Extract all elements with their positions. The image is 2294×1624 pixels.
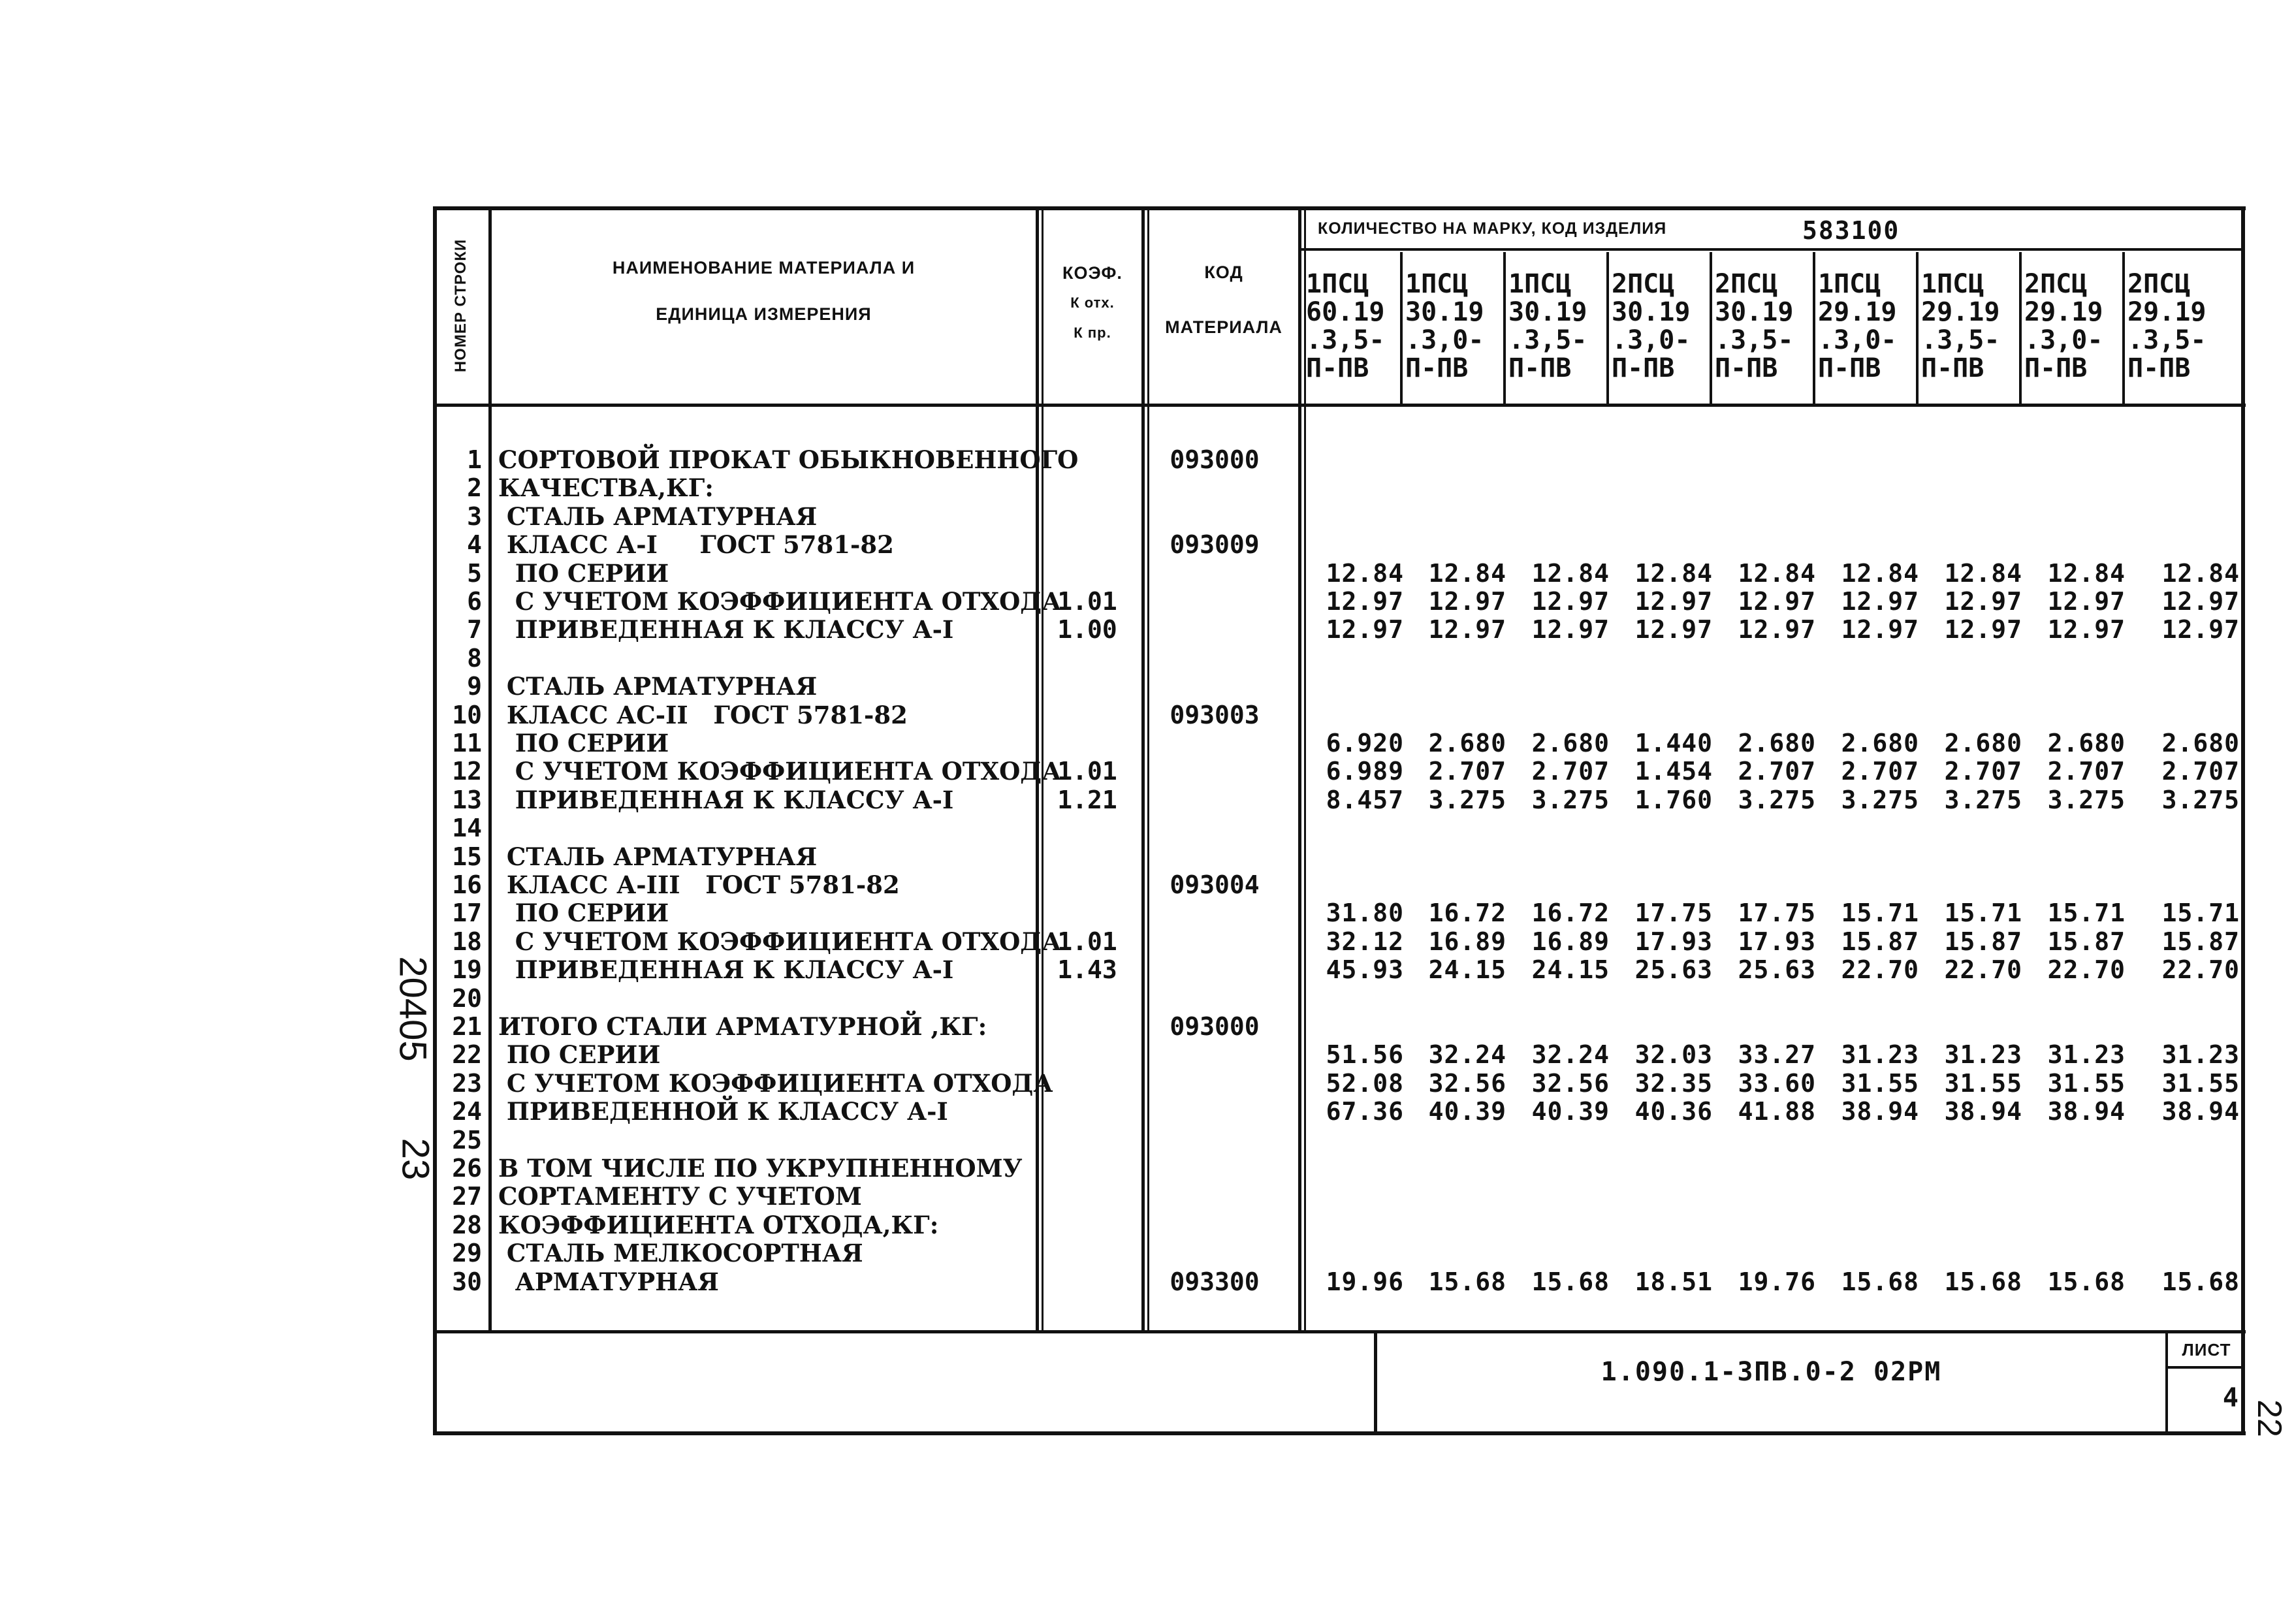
quantity-cell: 12.97	[1634, 587, 1713, 616]
row-number: 8	[467, 644, 482, 673]
quantity-cell: 2.707	[1841, 757, 1919, 786]
quantity-cell: 2.680	[2161, 729, 2240, 757]
quantity-cell: 17.75	[1738, 899, 1816, 927]
quantity-cell: 12.84	[1326, 559, 1404, 588]
material-name: ПО СЕРИИ	[498, 559, 669, 588]
quantity-cell: 17.93	[1738, 927, 1816, 956]
quantity-cell: 40.39	[1428, 1097, 1506, 1126]
row-number: 28	[452, 1211, 482, 1239]
quantity-cell: 15.68	[1944, 1267, 2022, 1296]
quantity-cell: 15.68	[1841, 1267, 1919, 1296]
mark-header-line: 60.19	[1306, 297, 1385, 327]
coefficient: 1.01	[1057, 927, 1117, 956]
mark-header-line: .3,5-	[1508, 325, 1587, 355]
mark-header-line: .3,0-	[2024, 325, 2103, 355]
material-name: СОРТАМЕНТУ С УЧЕТОМ	[498, 1182, 862, 1211]
material-name: ПРИВЕДЕННАЯ К КЛАССУ А-I	[498, 615, 954, 644]
quantity-cell: 3.275	[1738, 786, 1816, 814]
quantity-cell: 12.97	[1326, 587, 1404, 616]
material-name: СТАЛЬ МЕЛКОСОРТНАЯ	[498, 1239, 863, 1267]
quantity-cell: 41.88	[1738, 1097, 1816, 1126]
material-code-header	[1149, 258, 1298, 342]
quantity-cell: 12.97	[1841, 615, 1919, 644]
quantity-cell: 1.440	[1634, 729, 1713, 757]
material-name: С УЧЕТОМ КОЭФФИЦИЕНТА ОТХОДА	[498, 927, 1062, 956]
material-name: КЛАСС А-III ГОСТ 5781-82	[498, 870, 900, 899]
row-number: 9	[467, 672, 482, 701]
mark-header-line: 1ПСЦ	[1818, 270, 1881, 299]
mark-header-7	[1921, 270, 2019, 383]
quantity-cell: 32.56	[1531, 1069, 1610, 1098]
quantity-cell: 33.27	[1738, 1040, 1816, 1069]
quantity-cell: 32.24	[1531, 1040, 1610, 1069]
quantity-cell: 17.75	[1634, 899, 1713, 927]
material-name: В ТОМ ЧИСЛЕ ПО УКРУПНЕННОМУ	[498, 1154, 1023, 1183]
material-name-header	[492, 258, 1036, 325]
quantity-cell: 31.55	[1944, 1069, 2022, 1098]
quantity-cell: 15.87	[1944, 927, 2022, 956]
quantity-cell: 12.97	[1738, 587, 1816, 616]
quantity-cell: 18.51	[1634, 1267, 1713, 1296]
material-name-header-line1: НАИМЕНОВАНИЕ МАТЕРИАЛА И	[612, 258, 916, 278]
mark-header-line: .3,0-	[1405, 325, 1484, 355]
quantity-cell: 24.15	[1531, 955, 1610, 984]
mark-header-line: 30.19	[1612, 297, 1691, 327]
quantity-cell: 2.680	[2047, 729, 2126, 757]
mark-header-2	[1405, 270, 1503, 383]
mark-header-line: 2ПСЦ	[2024, 270, 2088, 299]
row-number: 24	[452, 1097, 482, 1126]
quantity-cell: 2.707	[2047, 757, 2126, 786]
mark-header-line: П-ПВ	[2127, 353, 2191, 383]
material-code-header-line1: КОД	[1204, 263, 1243, 282]
quantity-cell: 12.84	[2161, 559, 2240, 588]
quantity-cell: 2.680	[1841, 729, 1919, 757]
quantity-cell: 19.76	[1738, 1267, 1816, 1296]
quantity-cell: 31.55	[2161, 1069, 2240, 1098]
quantity-cell: 12.84	[1531, 559, 1610, 588]
quantity-cell: 12.97	[2047, 587, 2126, 616]
mark-header-line: П-ПВ	[1405, 353, 1469, 383]
quantity-cell: 12.97	[1738, 615, 1816, 644]
quantity-cell: 24.15	[1428, 955, 1506, 984]
quantity-cell: 31.23	[2047, 1040, 2126, 1069]
quantity-cell: 2.707	[1531, 757, 1610, 786]
row-number: 14	[452, 814, 482, 842]
row-number: 17	[452, 899, 482, 927]
row-number: 13	[452, 786, 482, 814]
quantity-cell: 12.97	[1531, 587, 1610, 616]
quantity-cell: 12.97	[1531, 615, 1610, 644]
quantity-cell: 32.12	[1326, 927, 1404, 956]
quantity-cell: 15.68	[2047, 1267, 2126, 1296]
quantity-cell: 15.68	[1428, 1267, 1506, 1296]
quantity-cell: 16.89	[1531, 927, 1610, 956]
quantity-cell: 15.71	[1944, 899, 2022, 927]
mark-header-line: П-ПВ	[1818, 353, 1881, 383]
mark-header-line: 30.19	[1715, 297, 1794, 327]
mark-header-line: 1ПСЦ	[1508, 270, 1572, 299]
material-name: ИТОГО СТАЛИ АРМАТУРНОЙ ,КГ:	[498, 1012, 987, 1041]
row-number: 26	[452, 1154, 482, 1183]
row-number: 16	[452, 870, 482, 899]
quantity-cell: 15.71	[2047, 899, 2126, 927]
product-code: 583100	[1802, 216, 1900, 245]
mark-header-line: .3,5-	[1306, 325, 1385, 355]
quantity-cell: 15.68	[1531, 1267, 1610, 1296]
left-page-number: 23	[394, 1138, 437, 1181]
quantity-cell: 15.68	[2161, 1267, 2240, 1296]
row-number-header: НОМЕР СТРОКИ	[452, 238, 470, 373]
material-name: КЛАСС АС-II ГОСТ 5781-82	[498, 701, 908, 729]
quantity-cell: 15.87	[2161, 927, 2240, 956]
mark-header-line: П-ПВ	[1508, 353, 1572, 383]
mark-header-line: .3,5-	[1921, 325, 2000, 355]
mark-header-line: .3,5-	[1715, 325, 1794, 355]
quantity-cell: 12.84	[1841, 559, 1919, 588]
mark-header-line: .3,0-	[1612, 325, 1691, 355]
row-number: 12	[452, 757, 482, 786]
quantity-cell: 3.275	[1944, 786, 2022, 814]
quantity-cell: 12.97	[1841, 587, 1919, 616]
material-code: 093000	[1170, 1012, 1260, 1041]
row-number: 1	[467, 445, 482, 474]
sheet-label: ЛИСТ	[2182, 1340, 2231, 1360]
quantity-cell: 31.55	[1841, 1069, 1919, 1098]
material-code: 093000	[1170, 445, 1260, 474]
quantity-cell: 38.94	[1944, 1097, 2022, 1126]
material-name: КЛАСС А-I ГОСТ 5781-82	[498, 530, 894, 559]
material-code: 093004	[1170, 870, 1260, 899]
quantity-cell: 40.36	[1634, 1097, 1713, 1126]
quantity-cell: 12.97	[1326, 615, 1404, 644]
coefficient: 1.00	[1057, 615, 1117, 644]
quantity-cell: 12.97	[1634, 615, 1713, 644]
row-number: 29	[452, 1239, 482, 1267]
quantity-cell: 45.93	[1326, 955, 1404, 984]
mark-header-6	[1818, 270, 1916, 383]
document-designation: 1.090.1-3ПВ.0-2 02РМ	[1601, 1357, 1942, 1387]
mark-header-line: П-ПВ	[1921, 353, 1984, 383]
quantity-cell: 38.94	[1841, 1097, 1919, 1126]
row-number: 5	[467, 559, 482, 588]
row-number: 27	[452, 1182, 482, 1211]
quantity-cell: 22.70	[2047, 955, 2126, 984]
material-name: КАЧЕСТВА,КГ:	[498, 473, 714, 502]
mark-header-line: П-ПВ	[1306, 353, 1369, 383]
quantity-cell: 22.70	[2161, 955, 2240, 984]
quantity-cell: 12.84	[1944, 559, 2022, 588]
material-name: СТАЛЬ АРМАТУРНАЯ	[498, 842, 818, 871]
row-number: 20	[452, 984, 482, 1013]
material-name: ПРИВЕДЕННАЯ К КЛАССУ А-I	[498, 955, 954, 984]
quantity-cell: 40.39	[1531, 1097, 1610, 1126]
coefficient: 1.01	[1057, 587, 1117, 616]
quantity-cell: 32.03	[1634, 1040, 1713, 1069]
quantity-cell: 2.680	[1531, 729, 1610, 757]
mark-header-line: П-ПВ	[2024, 353, 2088, 383]
quantity-cell: 6.920	[1326, 729, 1404, 757]
quantity-cell: 12.97	[1428, 587, 1506, 616]
material-name: КОЭФФИЦИЕНТА ОТХОДА,КГ:	[498, 1211, 939, 1239]
material-code-header-line2: МАТЕРИАЛА	[1165, 317, 1282, 337]
quantity-cell: 33.60	[1738, 1069, 1816, 1098]
material-code: 093009	[1170, 530, 1260, 559]
quantity-cell: 32.24	[1428, 1040, 1506, 1069]
mark-header-line: 30.19	[1405, 297, 1484, 327]
row-number: 4	[467, 530, 482, 559]
quantity-cell: 32.56	[1428, 1069, 1506, 1098]
quantity-cell: 2.680	[1738, 729, 1816, 757]
row-number: 18	[452, 927, 482, 956]
material-name: ПРИВЕДЕННОЙ К КЛАССУ А-I	[498, 1097, 948, 1126]
mark-header-line: 30.19	[1508, 297, 1587, 327]
mark-header-line: .3,5-	[2127, 325, 2206, 355]
quantity-cell: 12.97	[2161, 587, 2240, 616]
quantity-cell: 2.707	[2161, 757, 2240, 786]
quantity-cell: 2.707	[1738, 757, 1816, 786]
quantity-cell: 12.97	[1944, 587, 2022, 616]
quantity-cell: 22.70	[1944, 955, 2022, 984]
quantity-cell: 2.680	[1428, 729, 1506, 757]
mark-header-4	[1612, 270, 1710, 383]
mark-header-line: .3,0-	[1818, 325, 1897, 355]
mark-header-5	[1715, 270, 1813, 383]
material-name: С УЧЕТОМ КОЭФФИЦИЕНТА ОТХОДА	[498, 587, 1062, 616]
quantity-cell: 2.707	[1944, 757, 2022, 786]
mark-header-8	[2024, 270, 2122, 383]
material-name: ПО СЕРИИ	[498, 899, 669, 927]
material-name: ПО СЕРИИ	[498, 1040, 661, 1069]
quantity-cell: 16.72	[1531, 899, 1610, 927]
quantity-cell: 31.23	[1944, 1040, 2022, 1069]
material-name: С УЧЕТОМ КОЭФФИЦИЕНТА ОТХОДА	[498, 757, 1062, 786]
mark-header-line: 29.19	[2127, 297, 2206, 327]
mark-header-line: 2ПСЦ	[1612, 270, 1675, 299]
quantity-cell: 31.55	[2047, 1069, 2126, 1098]
mark-header-9	[2127, 270, 2225, 383]
quantity-cell: 15.87	[2047, 927, 2126, 956]
coefficient: 1.43	[1057, 955, 1117, 984]
quantity-cell: 17.93	[1634, 927, 1713, 956]
quantity-cell: 22.70	[1841, 955, 1919, 984]
material-name: ПРИВЕДЕННАЯ К КЛАССУ А-I	[498, 786, 954, 814]
quantity-header: КОЛИЧЕСТВО НА МАРКУ, КОД ИЗДЕЛИЯ	[1318, 219, 1667, 238]
quantity-cell: 38.94	[2161, 1097, 2240, 1126]
quantity-cell: 12.84	[1428, 559, 1506, 588]
row-number: 19	[452, 955, 482, 984]
quantity-cell: 12.84	[1634, 559, 1713, 588]
row-number: 30	[452, 1267, 482, 1296]
quantity-cell: 32.35	[1634, 1069, 1713, 1098]
row-number: 10	[452, 701, 482, 729]
quantity-cell: 16.72	[1428, 899, 1506, 927]
coefficient: 1.21	[1057, 786, 1117, 814]
quantity-cell: 31.23	[2161, 1040, 2240, 1069]
koef-header	[1043, 258, 1141, 348]
quantity-cell: 2.680	[1944, 729, 2022, 757]
row-number: 3	[467, 502, 482, 531]
quantity-cell: 51.56	[1326, 1040, 1404, 1069]
coefficient: 1.01	[1057, 757, 1117, 786]
mark-header-line: 1ПСЦ	[1921, 270, 1984, 299]
material-code: 093300	[1170, 1267, 1260, 1296]
mark-header-line: 2ПСЦ	[1715, 270, 1778, 299]
quantity-cell: 52.08	[1326, 1069, 1404, 1098]
row-number: 2	[467, 473, 482, 502]
quantity-cell: 19.96	[1326, 1267, 1404, 1296]
mark-header-line: 29.19	[2024, 297, 2103, 327]
material-name: СОРТОВОЙ ПРОКАТ ОБЫКНОВЕННОГО	[498, 445, 1079, 474]
row-number: 11	[452, 729, 482, 757]
mark-header-line: 29.19	[1818, 297, 1897, 327]
quantity-cell: 12.97	[1944, 615, 2022, 644]
quantity-cell: 25.63	[1738, 955, 1816, 984]
material-name: С УЧЕТОМ КОЭФФИЦИЕНТА ОТХОДА	[498, 1069, 1053, 1098]
archive-number: 20405	[391, 956, 434, 1062]
koef-header-line2: К отх.	[1070, 295, 1115, 311]
row-number: 23	[452, 1069, 482, 1098]
quantity-cell: 3.275	[1841, 786, 1919, 814]
mark-header-3	[1508, 270, 1606, 383]
quantity-cell: 3.275	[2047, 786, 2126, 814]
quantity-cell: 3.275	[1428, 786, 1506, 814]
mark-header-line: 1ПСЦ	[1405, 270, 1469, 299]
quantity-cell: 12.84	[2047, 559, 2126, 588]
material-name-header-line2: ЕДИНИЦА ИЗМЕРЕНИЯ	[656, 304, 872, 324]
quantity-cell: 25.63	[1634, 955, 1713, 984]
material-code: 093003	[1170, 701, 1260, 729]
quantity-cell: 12.97	[1428, 615, 1506, 644]
row-number: 25	[452, 1126, 482, 1154]
quantity-cell: 6.989	[1326, 757, 1404, 786]
material-name: ПО СЕРИИ	[498, 729, 669, 757]
quantity-cell: 15.71	[1841, 899, 1919, 927]
right-page-number: 22	[2250, 1399, 2288, 1437]
row-number: 6	[467, 587, 482, 616]
quantity-cell: 15.87	[1841, 927, 1919, 956]
quantity-cell: 8.457	[1326, 786, 1404, 814]
sheet-number: 4	[2222, 1383, 2238, 1413]
quantity-cell: 12.97	[2161, 615, 2240, 644]
row-number: 22	[452, 1040, 482, 1069]
quantity-cell: 12.84	[1738, 559, 1816, 588]
quantity-cell: 1.454	[1634, 757, 1713, 786]
quantity-cell: 16.89	[1428, 927, 1506, 956]
quantity-cell: 31.23	[1841, 1040, 1919, 1069]
mark-header-line: 1ПСЦ	[1306, 270, 1369, 299]
quantity-cell: 31.80	[1326, 899, 1404, 927]
koef-header-line3: К пр.	[1074, 325, 1111, 341]
mark-header-line: П-ПВ	[1612, 353, 1675, 383]
quantity-cell: 38.94	[2047, 1097, 2126, 1126]
mark-header-1	[1306, 270, 1404, 383]
material-name: СТАЛЬ АРМАТУРНАЯ	[498, 502, 818, 531]
row-number: 15	[452, 842, 482, 871]
quantity-cell: 12.97	[2047, 615, 2126, 644]
material-name: СТАЛЬ АРМАТУРНАЯ	[498, 672, 818, 701]
row-number: 21	[452, 1012, 482, 1041]
quantity-cell: 3.275	[2161, 786, 2240, 814]
quantity-cell: 15.71	[2161, 899, 2240, 927]
quantity-cell: 3.275	[1531, 786, 1610, 814]
mark-header-line: 2ПСЦ	[2127, 270, 2191, 299]
quantity-cell: 67.36	[1326, 1097, 1404, 1126]
row-number: 7	[467, 615, 482, 644]
mark-header-line: П-ПВ	[1715, 353, 1778, 383]
koef-header-line1: КОЭФ.	[1062, 263, 1123, 283]
quantity-cell: 1.760	[1634, 786, 1713, 814]
quantity-cell: 2.707	[1428, 757, 1506, 786]
mark-header-line: 29.19	[1921, 297, 2000, 327]
material-name: АРМАТУРНАЯ	[498, 1267, 719, 1296]
